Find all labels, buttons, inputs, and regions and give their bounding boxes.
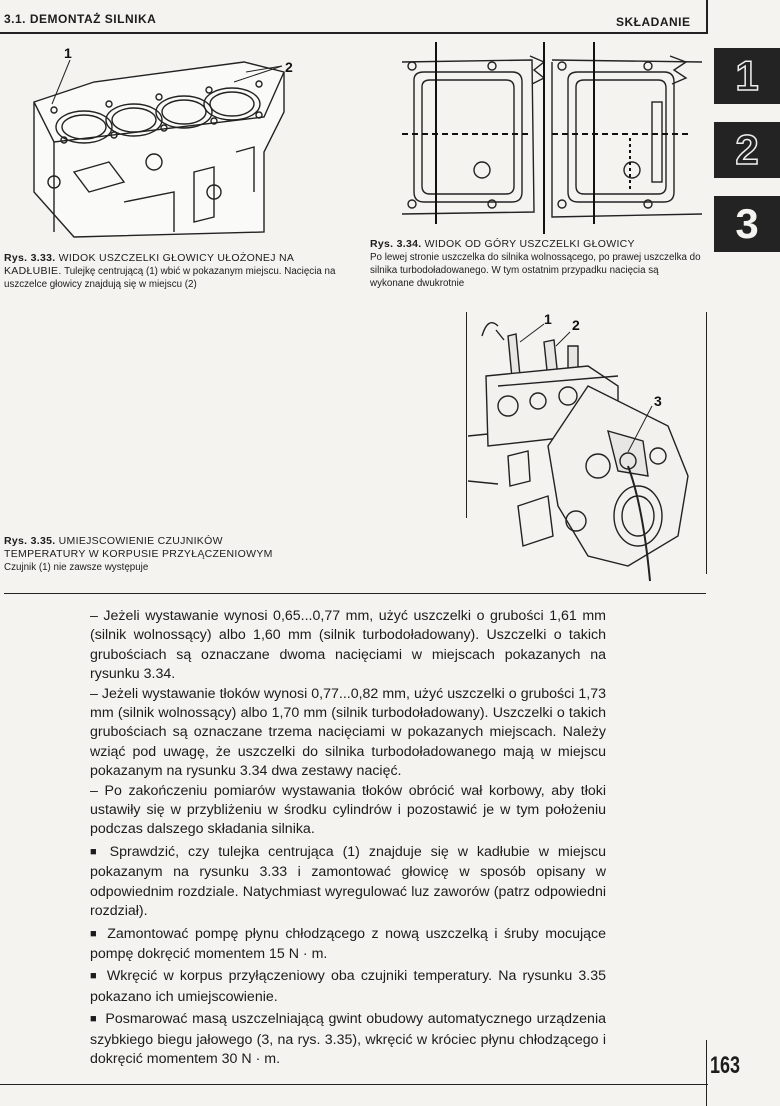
paragraph-5: Zamontować pompę płynu chłodzącego z nową uszczelką i śruby mocujące pompę dokręcić momentem 15 N · m. <box>90 925 606 962</box>
bullet-icon <box>90 844 110 860</box>
paragraph-1: – Jeżeli wystawanie wynosi 0,65...0,77 mm, użyć uszczelki o grubości 1,61 mm (silnik wolnossący) albo 1,60 mm (silnik turbodoładowany). Uszczelki o takich grubościach są oznaczane dwoma nacięciami w miejscach pokazanych na rysunku 3.34. <box>90 608 606 683</box>
bullet-icon <box>90 968 107 984</box>
fig334-title: WIDOK OD GÓRY USZCZELKI GŁOWICY <box>421 238 635 250</box>
figure-3-33-engine-block <box>14 42 304 247</box>
chapter-tab-3-active[interactable]: 3 <box>714 196 780 252</box>
paragraph-3: – Po zakończeniu pomiarów wystawania tłoków obrócić wał korbowy, aby tłoki ustawiły się w przybliżeniu w środku cylindrów i pozostawić je w tym położeniu podczas dalszego składania silnika. <box>90 782 606 838</box>
fig335-label-1: 1 <box>544 311 552 327</box>
fig335-title-line1: UMIEJSCOWIENIE CZUJNIKÓW <box>55 535 223 547</box>
fig333-desc: Tulejkę centrującą (1) wbić w pokazanym miejscu. Nacięcia na uszczelce głowicy znajdują się w miejscu (2) <box>4 266 336 290</box>
paragraph-4: Sprawdzić, czy tulejka centrująca (1) znajduje się w kadłubie w miejscu pokazanym na rysunku 3.33 i zamontować głowicę w sposób opisany w odpowiednim rozdziale. Natychmiast wyregulować luz zaworów (patrz odpowiedni rozdział). <box>90 843 606 920</box>
paragraph-6: Wkręcić w korpus przyłączeniowy oba czujniki temperatury. Na rysunku 3.35 pokazano ich umiejscowienie. <box>90 968 606 1005</box>
bullet-icon <box>90 926 107 942</box>
fig335-desc: Czujnik (1) nie zawsze występuje <box>4 562 149 573</box>
section-title: 3.1. DEMONTAŻ SILNIKA <box>4 12 157 26</box>
fig335-frame-left <box>466 312 467 518</box>
figure-3-34-gasket-top-view <box>402 42 702 234</box>
fig333-label-1: 1 <box>64 45 72 61</box>
fig335-frame-right <box>706 312 707 574</box>
fig334-caption <box>370 238 704 290</box>
fig335-number: Rys. 3.35. <box>4 535 56 547</box>
figure-bottom-rule <box>4 593 706 594</box>
fig334-number: Rys. 3.34. <box>370 238 422 250</box>
body-text <box>90 607 606 1069</box>
chapter-title: SKŁADANIE <box>616 15 691 29</box>
fig333-caption <box>4 252 348 291</box>
bullet-icon <box>90 1011 105 1027</box>
fig335-caption <box>4 535 364 574</box>
footer-rule <box>0 1084 708 1085</box>
chapter-tab-2[interactable]: 2 <box>714 122 780 178</box>
fig335-label-2: 2 <box>572 317 580 333</box>
header-rule-vertical <box>706 0 708 34</box>
footer-rule-vertical <box>706 1040 707 1106</box>
paragraph-7: Posmarować masą uszczelniającą gwint obudowy automatycznego urządzenia szybkiego biegu jałowego (3, na rys. 3.35), wkręcić w króciec płynu chłodzącego i dokręcić momentem 30 N · m. <box>90 1011 606 1067</box>
fig333-number: Rys. 3.33. <box>4 252 56 264</box>
fig333-title: WIDOK USZCZELKI GŁOWICY UŁOŻONEJ NA KADŁUBIE. <box>4 252 294 277</box>
figure-3-35-sensor-housing <box>468 306 704 588</box>
page-number: 163 <box>710 1052 741 1079</box>
paragraph-2: – Jeżeli wystawanie tłoków wynosi 0,77...0,82 mm, użyć uszczelki o grubości 1,73 mm (silnik wolnossący) albo 1,70 mm (silnik turbodoładowany). Uszczelki o takich grubościach są oznaczane trzema nacięciami w pokazanych miejscach. Należy wziąć pod uwagę, że uszczelki do silnika turbodoładowanego mają w miejscu pokazanym na rysunku 3.34 dwa zestawy nacięć. <box>90 685 606 780</box>
fig333-label-2: 2 <box>285 59 293 75</box>
chapter-tab-1[interactable]: 1 <box>714 48 780 104</box>
header-rule <box>0 32 708 34</box>
fig335-label-3: 3 <box>654 393 662 409</box>
fig335-title-line2: TEMPERATURY W KORPUSIE PRZYŁĄCZENIOWYM <box>4 548 273 560</box>
fig334-desc: Po lewej stronie uszczelka do silnika wolnossącego, po prawej uszczelka do silnika turbodoładowanego. W tym ostatnim przypadku nacięcia są wykonane dwukrotnie <box>370 252 701 289</box>
